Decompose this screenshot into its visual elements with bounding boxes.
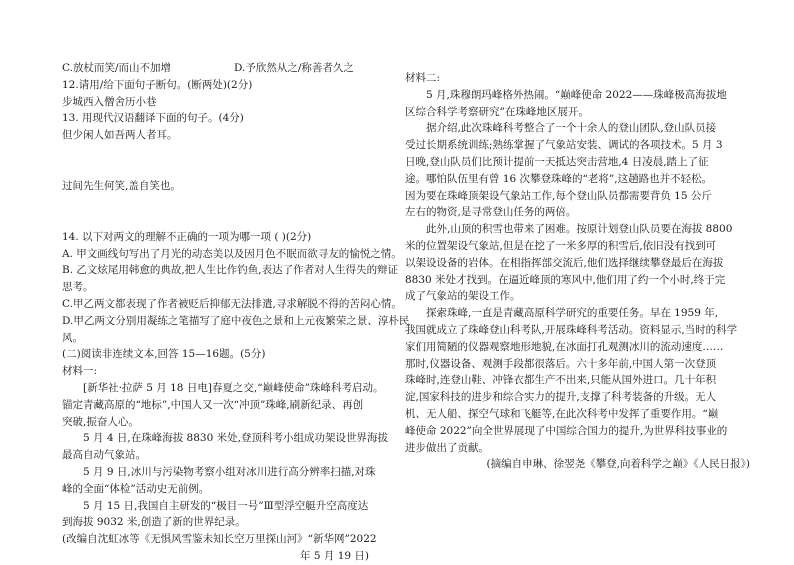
m1-para-1: [新华社·拉萨 5 月 18 日电]春夏之交,“巅峰使命”珠峰科考启动。	[83, 381, 384, 394]
m2-para-2-line-2: 受过长期系统训练;熟练掌握了气象站安装、调试的各项技术。5 月 3	[405, 139, 723, 152]
left-column	[62, 60, 410, 565]
m2-para-3-line-5: 成了气象站的架设工作。	[405, 290, 521, 303]
m2-para-2-line-5: 因为要在珠峰顶架设气象站工作,每个登山队员都需要背负 15 公斤	[405, 189, 712, 202]
m2-para-4-line-3: 家们用简陋的仪器观察地形地貌,在冰面打孔观测冰川的流动速度……	[405, 340, 724, 353]
q12-sentence: 步城西入僧舍历小巷	[62, 95, 157, 108]
m1-para-2-line-2: 最高自动气象站。	[62, 449, 146, 462]
q13-sentence-1: 但少闲人如吾两人者耳。	[62, 129, 178, 142]
q14-option-b-cont: 思考。	[62, 281, 94, 294]
q13-prompt: 13. 用现代汉语翻译下面的句子。(4分)	[62, 112, 244, 125]
m2-para-4-line-6: 淀,国家科技的进步和综合实力的提升,支撑了科考装备的升级。无人	[405, 391, 717, 404]
m2-para-4-line-9: 进步做出了贡献。	[405, 441, 489, 454]
q14-option-a: A. 甲文画线句写出了月光的动态美以及因月色不眠而欲寻友的愉悦之情。	[62, 247, 402, 260]
m1-para-3-line-2: 峰的全面“体检”活动史无前例。	[62, 482, 210, 495]
m2-para-2-line-6: 左右的物资,是寻常登山任务的两倍。	[405, 206, 577, 219]
m1-para-2: 5 月 4 日,在珠峰海拔 8830 米处,登顶科考小组成功架设世界海拔	[83, 432, 388, 445]
m2-para-4-line-7: 机、无人船、探空气球和飞艇等,在此次科考中发挥了重要作用。“巅	[405, 407, 719, 420]
m2-para-4: 探索珠峰,一直是青藏高原科学研究的重要任务。早在 1959 年,	[426, 307, 719, 320]
right-column	[405, 70, 750, 473]
q11-option-c: C.放杖而笑/而山不加增	[62, 62, 172, 74]
q14-prompt: 14. 以下对两文的理解不正确的一项为哪一项 ( )(2分)	[62, 230, 312, 243]
material-2-title: 材料二:	[405, 72, 441, 84]
m2-para-4-line-5: 珠峰时,连登山鞋、冲锋衣都生产不出来,只能从国外进口。几十年积	[405, 374, 717, 387]
m2-para-3-line-2: 米的位置架设气象站,但是在挖了一米多厚的积雪后,依旧没有找到可	[405, 239, 717, 252]
q14-option-c: C.甲乙两文都表现了作者被贬后抑郁无法排遣,寻求解脱不得的苦闷心情。	[62, 297, 402, 310]
m1-para-1-line-2: 锚定青藏高原的“地标”,中国人又一次“冲顶”珠峰,刷新纪录、再创	[62, 398, 364, 411]
m2-para-3-line-3: 以架设设备的岩体。在相指挥部交流后,他们选择继续攀登最后在海拔	[405, 256, 724, 269]
q14-option-d: D.甲乙两文分别用凝练之笔描写了庭中夜色之景和上元夜繁荣之景、淳朴民	[62, 314, 410, 327]
q14-option-b: B. 乙文炫尾用韩愈的典故,把人生比作钓鱼,表达了作者对人生得失的辩证	[62, 264, 399, 277]
q12-prompt: 12.请用/给下面句子断句。(断两处)(2分)	[62, 78, 253, 91]
m2-para-2-line-4: 途。哪怕队伍里有曾 16 次攀登珠峰的“老将”,这趟路也并不轻松。	[405, 172, 713, 185]
m2-para-2-line-3: 日晚,登山队员们比预计提前一天抵达突击营地,4 日凌晨,踏上了征	[405, 155, 709, 168]
m2-para-4-line-2: 我国就成立了珠峰登山科考队,开展珠峰科考活动。资料显示,当时的科学	[405, 323, 738, 336]
m1-para-4-line-2: 到海拔 9032 米,创造了新的世界纪录。	[62, 516, 246, 529]
q11-option-d: D.予欣然从之/称善者久之	[234, 62, 354, 74]
q13-sentence-2: 过间先生何笑,盖自笑也。	[62, 179, 181, 192]
m1-para-3: 5 月 9 日,冰川与污染物考察小组对冰川进行高分辨率扫描,对珠	[83, 465, 376, 478]
m2-para-1: 5 月,珠穆朗玛峰格外热闹。“巅峰使命 2022——珠峰极高海拔地	[426, 88, 727, 101]
m2-para-3: 此外,山顶的积雪也带来了困难。按原计划登山队员要在海拔 8800	[426, 223, 733, 236]
m2-para-4-line-4: 那时,仪器设备、观测手段都很落后。六十多年前,中国人第一次登顶	[405, 357, 717, 370]
m1-source: (改编自沈虹冰等《无惧风雪鉴未知长空万里探山河》“新华网”2022	[62, 533, 377, 546]
m2-source: (摘编自申琳、徐翌尧《攀登,向着科学之巅》《人民日报》)	[486, 458, 750, 471]
m2-para-4-line-8: 峰使命 2022”向全世界展现了中国综合国力的提升,为世界科技事业的	[405, 424, 728, 437]
m1-para-1-line-3: 突破,振奋人心。	[62, 415, 139, 428]
q11-options	[62, 60, 387, 77]
section-2-heading: (二)阅读非连续文本,回答 15—16题。(5分)	[62, 348, 266, 361]
m1-source-line-2: 年 5 月 19 日)	[300, 549, 369, 562]
m2-para-1-line-2: 区综合科学考察研究”在珠峰地区展开。	[405, 105, 589, 118]
m2-para-3-line-4: 8830 米处才找到。在逼近峰顶的寒风中,他们用了约一个小时,终于完	[405, 273, 726, 286]
m1-para-4: 5 月 15 日,我国自主研发的“极目一号”Ⅲ型浮空艇升空高度达	[83, 499, 369, 512]
q14-option-d-cont: 风。	[62, 331, 83, 344]
material-1-title: 材料一:	[62, 365, 98, 378]
m2-para-2: 据介绍,此次珠峰科考整合了一个十余人的登山团队,登山队员接	[426, 122, 717, 135]
